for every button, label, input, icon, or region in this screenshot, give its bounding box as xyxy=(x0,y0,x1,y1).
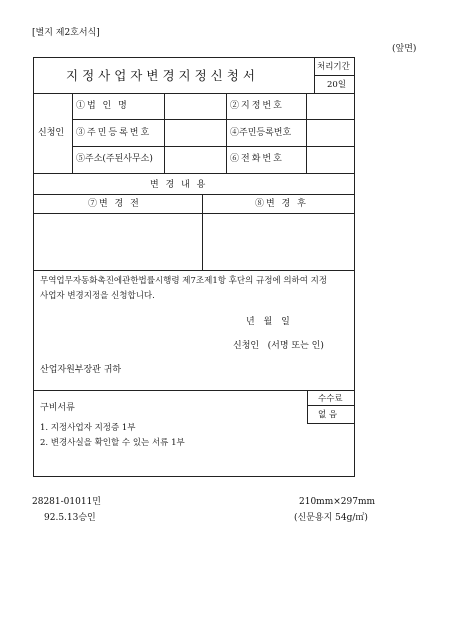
applicant-group-label: 신청인 xyxy=(38,128,65,138)
designation-number-label: ②지정번호 xyxy=(230,101,284,111)
fee-value: 없 음 xyxy=(318,410,338,420)
form-code: 28281-01011민 xyxy=(32,497,101,507)
application-date: 년 월 일 xyxy=(246,317,293,327)
applicant-signature-line: 신청인 (서명 또는 인) xyxy=(233,341,324,351)
document-item: 1. 지정사업자 지정증 1부 xyxy=(40,423,136,433)
required-documents-label: 구비서류 xyxy=(40,403,75,413)
resident-number-label: ③주민등록번호 xyxy=(76,128,152,138)
resident-number-label-2: ④주민등록번호 xyxy=(230,128,292,138)
document-item: 2. 변경사실을 확인할 수 있는 서류 1부 xyxy=(40,438,185,448)
processing-period-value: 20일 xyxy=(327,80,347,90)
addressee: 산업자원부장관 귀하 xyxy=(40,365,122,375)
address-label: ⑤주소(주된사무소) xyxy=(76,154,153,164)
paper-size: 210mm×297mm xyxy=(299,497,376,507)
page-side-label: (앞면) xyxy=(392,44,417,54)
declaration-line-2: 사업자 변경지정을 신청합니다. xyxy=(40,291,155,301)
change-content-header: 변 경 내 용 xyxy=(150,180,208,190)
form-number: [별지 제2호서식] xyxy=(32,28,100,38)
form-title: 지정사업자변경지정신청서 xyxy=(66,68,259,83)
approval-date: 92.5.13승인 xyxy=(44,513,96,523)
before-change-label: ⑦변 경 전 xyxy=(88,199,141,209)
declaration-line-1: 무역업무자동화촉진에관한법률시행령 제7조제1항 후단의 규정에 의하여 지정 xyxy=(40,276,328,286)
phone-number-label: ⑥전화번호 xyxy=(230,154,284,164)
after-change-label: ⑧변 경 후 xyxy=(255,199,308,209)
corp-name-label: ①법 인 명 xyxy=(76,101,129,111)
paper-spec: (신문용지 54g/㎡) xyxy=(294,513,368,523)
fee-label: 수수료 xyxy=(318,394,343,404)
processing-period-label: 처리기간 xyxy=(317,62,350,72)
